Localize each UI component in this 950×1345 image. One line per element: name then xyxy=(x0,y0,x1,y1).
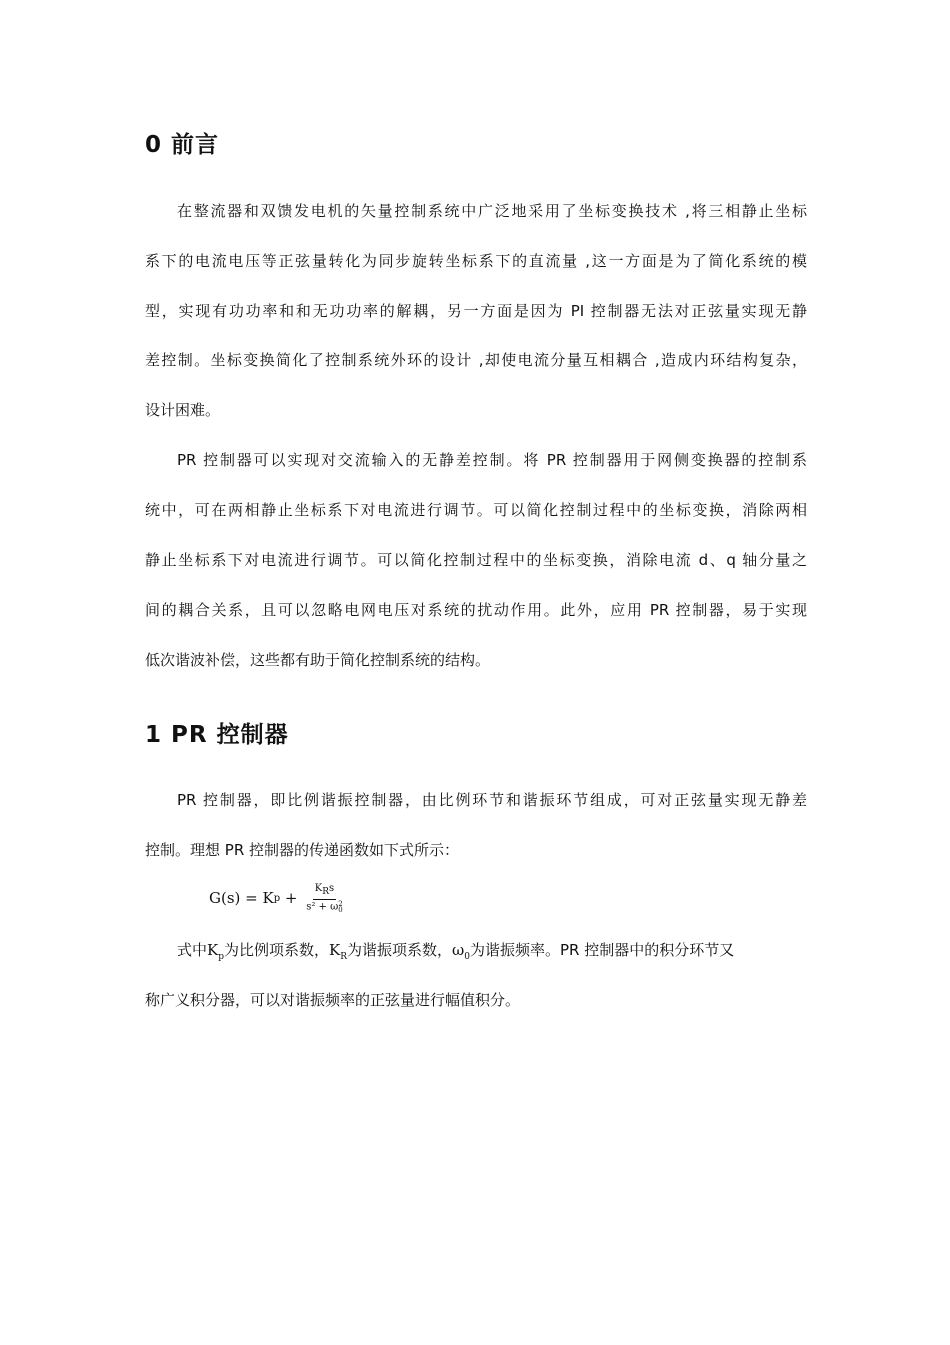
symbol-kp: K xyxy=(207,941,219,959)
den-main: s² + ω xyxy=(306,901,339,913)
num-s: s xyxy=(329,883,335,894)
symbol-omega-sub: 0 xyxy=(464,952,470,962)
symbol-omega: ω xyxy=(452,941,465,959)
text-line: 在整流器和双馈发电机的矢量控制系统中广泛地采用了坐标变换技术 ,将三相静止坐标 xyxy=(177,202,807,220)
text-line: PR 控制器可以实现对交流输入的无静差控制。将 PR 控制器用于网侧变换器的控制系 xyxy=(177,451,807,469)
text-line: 称广义积分器，可以对谐振频率的正弦量进行幅值积分。 xyxy=(145,991,521,1009)
num-sub: R xyxy=(322,887,330,897)
text-line: 差控制。坐标变换简化了控制系统外环的设计 ,却使电流分量互相耦合 ,造成内环结构复杂， xyxy=(145,351,807,369)
text-line: PR 控制器，即比例谐振控制器，由比例环节和谐振环节组成，可对正弦量实现无静差 xyxy=(177,791,807,809)
text-line-with-symbols xyxy=(177,938,807,962)
formula-denominator xyxy=(306,900,343,913)
symbol-kr-sub: R xyxy=(340,952,348,962)
text-line: 间的耦合关系，且可以忽略电网电压对系统的扰动作用。此外，应用 PR 控制器，易于实现 xyxy=(145,601,807,619)
formula-lhs: G(s) = K xyxy=(209,889,274,907)
text-fragment: 为谐振项系数， xyxy=(347,941,453,959)
text-line: 统中，可在两相静止坐标系下对电流进行调节。可以简化控制过程中的坐标变换，消除两相 xyxy=(145,501,807,519)
formula-lhs-sub: p xyxy=(273,892,281,904)
formula-plus: + xyxy=(280,889,303,907)
den-sub: 0 xyxy=(338,906,343,914)
symbol-kr: K xyxy=(329,941,341,959)
section-heading-pr-controller: 1 PR 控制器 xyxy=(145,722,289,748)
formula-numerator xyxy=(313,883,336,900)
text-fragment: 式中 xyxy=(177,941,208,959)
formula-fraction xyxy=(306,883,343,913)
text-fragment: 为谐振频率。PR 控制器中的积分环节又 xyxy=(470,941,735,959)
num-k: K xyxy=(314,883,323,894)
den-sup: 2 xyxy=(338,900,343,908)
text-line: 低次谐波补偿，这些都有助于简化控制系统的结构。 xyxy=(145,651,491,669)
transfer-function-formula xyxy=(209,880,343,916)
symbol-kp-sub: p xyxy=(218,952,224,962)
text-line: 控制。理想 PR 控制器的传递函数如下式所示： xyxy=(145,841,460,859)
text-line: 型，实现有功功率和和无功功率的解耦，另一方面是因为 PI 控制器无法对正弦量实现无静 xyxy=(145,302,807,320)
text-line: 静止坐标系下对电流进行调节。可以简化控制过程中的坐标变换，消除电流 d、q 轴分量之 xyxy=(145,551,807,569)
text-fragment: 为比例项系数， xyxy=(224,941,330,959)
text-line: 系下的电流电压等正弦量转化为同步旋转坐标系下的直流量 ,这一方面是为了简化系统的模 xyxy=(145,252,807,270)
text-line: 设计困难。 xyxy=(145,401,221,419)
section-heading-preface: 0 前言 xyxy=(145,132,220,158)
den-script xyxy=(338,901,342,913)
